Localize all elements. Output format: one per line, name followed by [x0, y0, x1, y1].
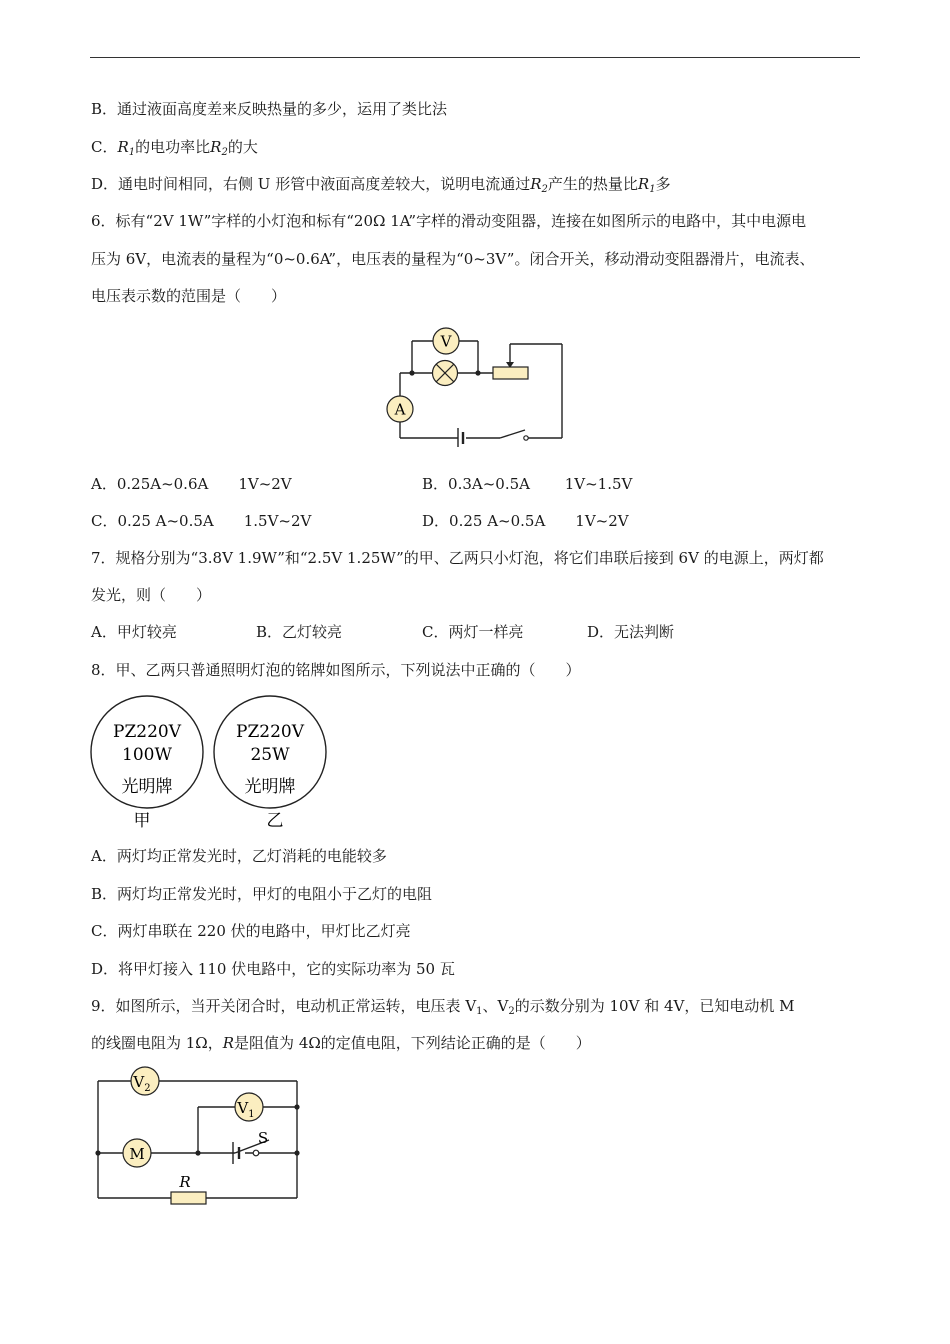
nameplate-yi-power: 25W: [250, 745, 290, 765]
q6-circuit-diagram: [350, 322, 580, 447]
q9-stem-line2: 的线圈电阻为 1Ω，R是阻值为 4Ω的定值电阻，下列结论正确的是（ ）: [91, 1034, 591, 1052]
q8-nameplates-figure: [85, 695, 335, 835]
q9-circuit-diagram: [85, 1060, 315, 1210]
nameplate-jia-brand: 光明牌: [121, 777, 173, 797]
q8-option-c: C．两灯串联在 220 伏的电路中，甲灯比乙灯亮: [91, 922, 411, 940]
switch-s-label: S: [257, 1129, 269, 1147]
q5-option-c: C．$R_1$的电功率比$R_2$的大: [91, 138, 258, 158]
q5-option-d: D．通电时间相同，右侧 U 形管中液面高度差较大，说明电流通过$R_2$产生的热量比$R_1$多: [91, 175, 671, 195]
q6-option-b: B．0.3A~0.5A 1V~1.5V: [422, 475, 633, 493]
q8-option-d: D．将甲灯接入 110 伏电路中，它的实际功率为 50 瓦: [91, 960, 455, 978]
q7-option-a: A．甲灯较亮: [91, 623, 177, 641]
q9-stem-line1: 9．如图所示，当开关闭合时，电动机正常运转，电压表 $V_1$、$V_2$的示数分别为 10V 和 4V，已知电动机 M: [91, 997, 795, 1017]
resistor-r: [171, 1192, 206, 1204]
q5-option-b: B．通过液面高度差来反映热量的多少，运用了类比法: [91, 100, 448, 118]
q8-stem: 8．甲、乙两只普通照明灯泡的铭牌如图所示，下列说法中正确的（ ）: [91, 661, 581, 679]
q6-stem-line2: 压为 6V，电流表的量程为“0~0.6A”，电压表的量程为“0~3V”。闭合开关，移动滑动变阻器滑片，电流表、: [91, 250, 815, 268]
nameplate-yi-brand: 光明牌: [244, 777, 296, 797]
q7-option-c: C．两灯一样亮: [422, 623, 524, 641]
nameplate-yi-label: 乙: [266, 811, 284, 831]
q6-option-c: C．0.25 A~0.5A 1.5V~2V: [91, 512, 312, 530]
q8-option-a: A．两灯均正常发光时，乙灯消耗的电能较多: [91, 847, 387, 865]
voltmeter-v2-label: $V_2$: [133, 1073, 151, 1094]
nameplate-jia-power: 100W: [122, 745, 172, 765]
nameplate-yi-model: PZ220V: [236, 722, 304, 742]
resistor-r-label: R: [179, 1173, 191, 1191]
nameplate-jia-model: PZ220V: [113, 722, 181, 742]
motor-m-label: M: [129, 1145, 145, 1163]
q8-option-b: B．两灯均正常发光时，甲灯的电阻小于乙灯的电阻: [91, 885, 433, 903]
rheostat: [493, 367, 528, 379]
q6-option-d: D．0.25 A~0.5A 1V~2V: [422, 512, 629, 530]
voltmeter-label: V: [440, 332, 452, 351]
q6-stem-line3: 电压表示数的范围是（ ）: [91, 287, 287, 305]
q7-stem-line1: 7．规格分别为“3.8V 1.9W”和“2.5V 1.25W”的甲、乙两只小灯泡，将它们串联后接到 6V 的电源上，两灯都: [91, 549, 824, 567]
q7-option-b: B．乙灯较亮: [256, 623, 343, 641]
q7-stem-line2: 发光，则（ ）: [91, 586, 212, 604]
q6-stem-line1: 6．标有“2V 1W”字样的小灯泡和标有“20Ω 1A”字样的滑动变阻器，连接在如图所示的电路中，其中电源电: [91, 212, 807, 230]
ammeter-label: A: [394, 400, 406, 419]
voltmeter-v1-label: $V_1$: [237, 1099, 255, 1120]
q6-option-a: A．0.25A~0.6A 1V~2V: [91, 475, 292, 493]
nameplate-jia-label: 甲: [133, 811, 151, 831]
q7-option-d: D．无法判断: [587, 623, 675, 641]
header-rule: [90, 57, 860, 58]
